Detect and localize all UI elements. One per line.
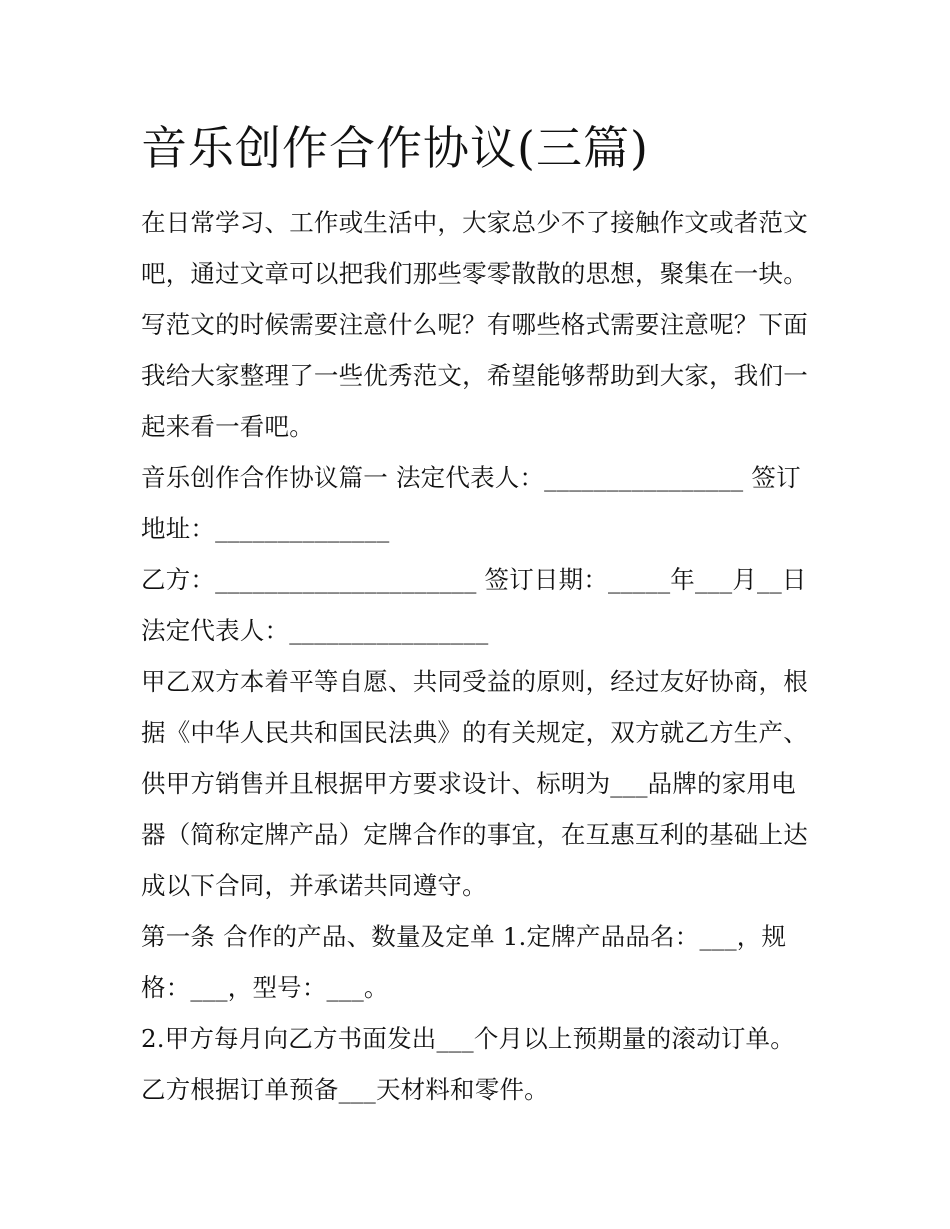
body-line: 吧，通过文章可以把我们那些零零散散的思想，聚集在一块。 [141,259,808,288]
body-line: 成以下合同，并承诺共同遵守。 [141,871,487,900]
body-line: 乙方：_____________________ 签订日期：_____年___月__日 [141,565,807,594]
body-line: 地址：______________ [141,514,390,543]
body-line: 乙方根据订单预备___天材料和零件。 [141,1075,549,1104]
body-line: 起来看一看吧。 [141,412,314,441]
body-line: 格：___，型号：___。 [141,973,389,1002]
body-line: 器（简称定牌产品）定牌合作的事宜，在互惠互利的基础上达 [141,820,808,849]
body-line: 法定代表人：________________ [141,616,489,645]
body-line: 在日常学习、工作或生活中，大家总少不了接触作文或者范文 [141,208,808,237]
body-line: 写范文的时候需要注意什么呢？有哪些格式需要注意呢？下面 [141,310,808,339]
body-line: 据《中华人民共和国民法典》的有关规定，双方就乙方生产、 [141,718,808,747]
body-line: 供甲方销售并且根据甲方要求设计、标明为___品牌的家用电 [141,769,796,798]
body-line: 甲乙双方本着平等自愿、共同受益的原则，经过友好协商，根 [141,667,808,696]
document-title: 音乐创作合作协议(三篇) [141,121,649,175]
document-body [141,197,821,1115]
body-line: 2.甲方每月向乙方书面发出___个月以上预期量的滚动订单。 [141,1024,795,1053]
body-line: 我给大家整理了一些优秀范文，希望能够帮助到大家，我们一 [141,361,808,390]
body-line: 音乐创作合作协议篇一 法定代表人：________________ 签订 [141,463,801,492]
body-line: 第一条 合作的产品、数量及定单 1.定牌产品品名：___，规 [141,922,787,951]
